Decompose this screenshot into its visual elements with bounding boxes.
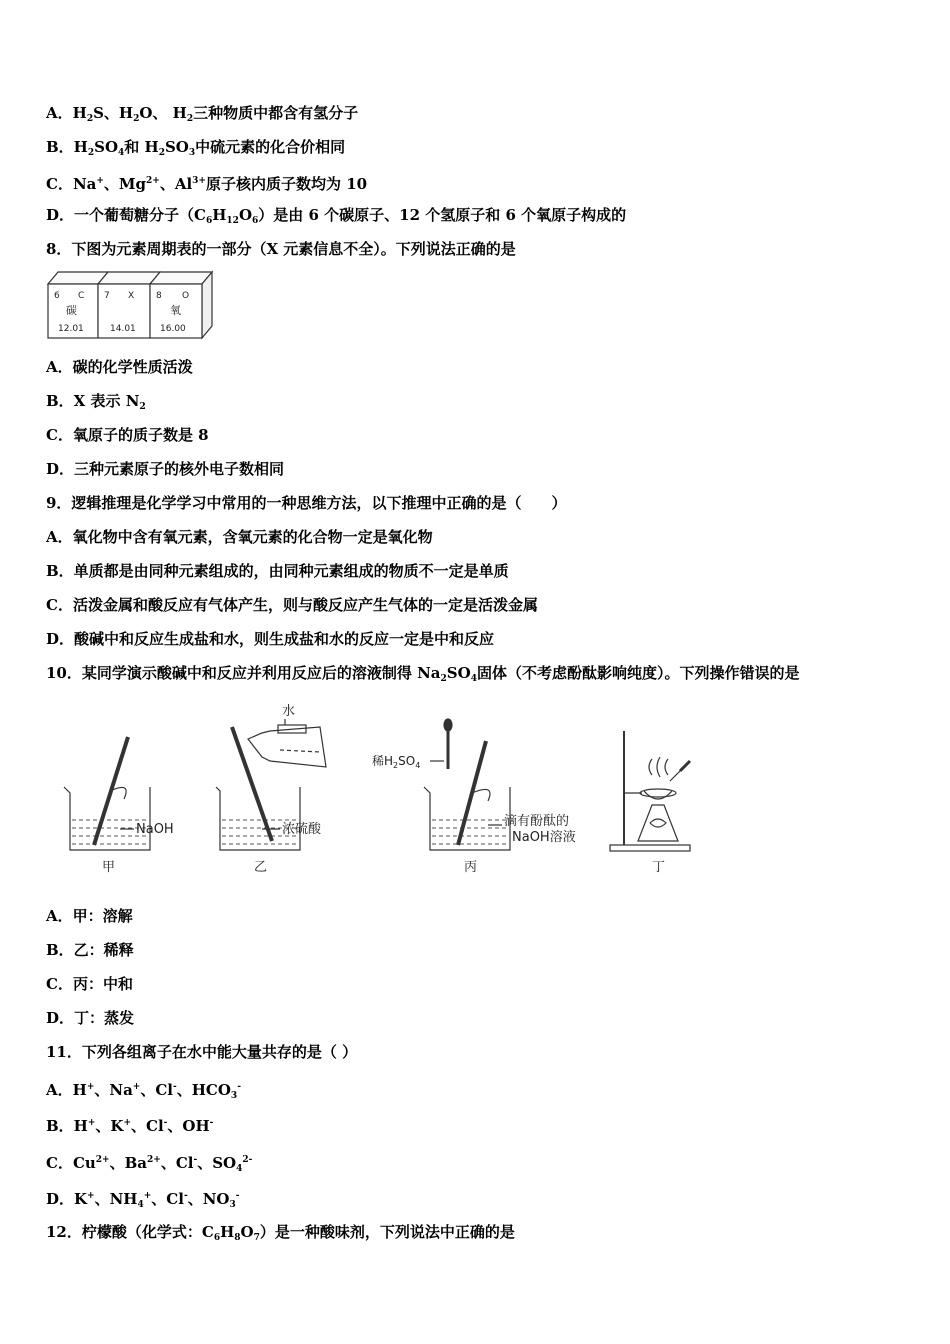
- q11-option-a: A．H+、Na+、Cl-、$HCO_3^-$: [46, 1081, 241, 1101]
- q7-option-d: D．一个葡萄糖分子$(C_6H_{12}O_6)$是由 6 个碳原子、12 个氢原子和 6 个氧原子构成的: [46, 206, 627, 226]
- q10-option-b: B．乙：稀释: [46, 941, 134, 959]
- cell-o-mass: 16.00: [160, 324, 186, 334]
- label-jia: 甲: [102, 860, 116, 875]
- cell-o-number: 8: [156, 291, 162, 301]
- label-indicator-line2: NaOH溶液: [512, 830, 576, 845]
- q11-option-d: D．K+、$NH_4^+$、Cl-、$NO_3^-$: [46, 1190, 240, 1210]
- label-dilute-acid: 稀$H_2SO_4$: [372, 754, 421, 770]
- q10-option-c: C．丙：中和: [46, 975, 133, 993]
- cell-x-mass: 14.01: [110, 324, 136, 334]
- label-naoh: NaOH: [136, 822, 174, 837]
- lab-operations-figure: [40, 695, 720, 880]
- q9-option-d: D．酸碱中和反应生成盐和水，则生成盐和水的反应一定是中和反应: [46, 630, 495, 648]
- q9-option-c: C．活泼金属和酸反应有气体产生，则与酸反应产生气体的一定是活泼金属: [46, 596, 538, 614]
- label-ding: 丁: [652, 860, 666, 875]
- cell-c-mass: 12.01: [58, 324, 84, 334]
- periodic-table-figure: [46, 268, 224, 342]
- cell-o-symbol: O: [182, 291, 190, 301]
- q8-option-c: C．氧原子的质子数是 8: [46, 426, 209, 444]
- cell-x-number: 7: [104, 291, 110, 301]
- label-bing: 丙: [464, 860, 478, 875]
- q9-stem: 9．逻辑推理是化学学习中常用的一种思维方法，以下推理中正确的是（ ）: [46, 494, 567, 512]
- q7-option-a: A．$H_2S$、$H_2O$、 $H_2$三种物质中都含有氢分子: [46, 104, 359, 124]
- q10-option-d: D．丁：蒸发: [46, 1009, 135, 1027]
- label-water: 水: [282, 704, 296, 719]
- cell-c-symbol: C: [78, 291, 85, 301]
- cell-c-name: 碳: [66, 304, 77, 317]
- q7-option-b: B．$H_2SO_4$和 $H_2SO_3$中硫元素的化合价相同: [46, 138, 346, 158]
- q12-stem: 12．柠檬酸（化学式：$C_6H_8O_7$）是一种酸味剂，下列说法中正确的是: [46, 1223, 515, 1243]
- label-yi: 乙: [254, 860, 268, 875]
- q8-stem: 8．下图为元素周期表的一部分（X 元素信息不全）。下列说法正确的是: [46, 240, 516, 258]
- cell-x-symbol: X: [128, 291, 135, 301]
- q9-option-b: B．单质都是由同种元素组成的，由同种元素组成的物质不一定是单质: [46, 562, 509, 580]
- label-conc-acid: 浓硫酸: [282, 822, 322, 837]
- cell-c-number: 6: [54, 291, 60, 301]
- q7-option-c: C．Na+、$Mg^{2+}$、$Al^{3+}$原子核内质子数均为 10: [46, 175, 368, 193]
- q11-stem: 11．下列各组离子在水中能大量共存的是（ ）: [46, 1043, 358, 1061]
- q8-option-d: D．三种元素原子的核外电子数相同: [46, 460, 285, 478]
- q10-stem: 10．某同学演示酸碱中和反应并利用反应后的溶液制得 $Na_2SO_4$固体（不考虑酚酞影响纯度）。下列操作错误的是: [46, 664, 800, 684]
- label-indicator-line1: 滴有酚酞的: [504, 814, 570, 829]
- cell-o-name: 氧: [170, 304, 181, 317]
- q11-option-b: B．H+、K+、Cl-、OH-: [46, 1117, 214, 1135]
- q9-option-a: A．氧化物中含有氧元素，含氧元素的化合物一定是氧化物: [46, 528, 433, 546]
- q8-option-b: B．X 表示 $N_2$: [46, 392, 146, 412]
- q10-option-a: A．甲：溶解: [46, 907, 133, 925]
- q8-option-a: A．碳的化学性质活泼: [46, 358, 193, 376]
- q11-option-c: C．$Cu^{2+}$、$Ba^{2+}$、Cl-、$SO_4^{2-}$: [46, 1154, 253, 1174]
